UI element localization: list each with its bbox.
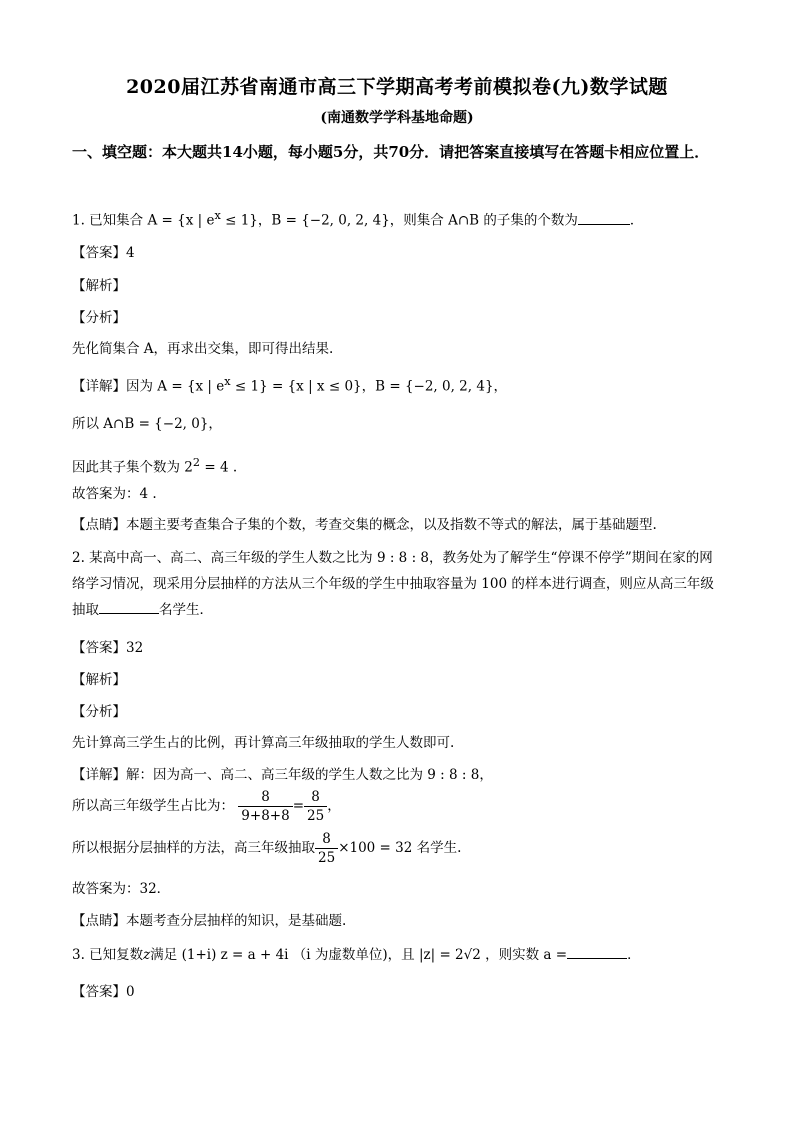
answer-blank <box>567 944 627 959</box>
q2-analysis-label: 【解析】 <box>72 672 126 688</box>
q1-fenxi-text: 先化简集合 A，再求出交集，即可得出结果. <box>72 341 334 357</box>
q1-comment-text: 本题主要考查集合子集的个数，考查交集的概念，以及指数不等式的解法，属于基础题型. <box>126 517 657 533</box>
q1-fenxi-label: 【分析】 <box>72 310 126 326</box>
detail-label: 【详解】 <box>72 767 126 783</box>
question-1 <box>72 205 643 232</box>
q1-set-a: A = {x | e <box>147 212 215 229</box>
question-2 <box>72 545 722 623</box>
q1-answer-value: 4 <box>126 245 135 261</box>
answer-blank <box>99 599 159 614</box>
q1-line3-prefix: 因此其子集个数为 2 <box>72 459 193 476</box>
q1-detail <box>72 371 507 398</box>
page-subtitle: (南通数学学科基地命题) <box>320 110 474 126</box>
q3-end: ． <box>627 947 641 963</box>
page-title: 2020届江苏省南通市高三下学期高考考前模拟卷(九)数学试题 <box>126 76 668 98</box>
answer-label: 【答案】 <box>72 640 126 656</box>
q1-detail-b: ，B = {−2, 0, 2, 4}， <box>361 378 508 395</box>
q1-line3-sup: 2 <box>192 456 201 469</box>
q2-detail-text: 解：因为高一、高二、高三年级的学生人数之比为 9 : 8 : 8， <box>126 767 493 783</box>
fraction-denominator: 25 <box>318 850 336 866</box>
q1-detail-sup: x <box>224 375 231 388</box>
q1-set-a-end: ≤ 1} <box>225 212 258 229</box>
q2-ratio-prefix: 所以高三年级学生占比为： <box>72 798 234 814</box>
q1-detail-expr: A = {x | e <box>157 378 225 395</box>
question-3 <box>72 944 641 966</box>
q2-text: 2. 某高中高一、高二、高三年级的学生人数之比为 9 : 8 : 8，教务处为了解学生“停课不停学”期间在家的网络学习情况，现采用分层抽样的方法从三个年级的学生中抽取容量为 100 的样本进行调查，则应从高三年级抽取 <box>72 550 714 618</box>
q1-comment <box>72 514 657 536</box>
answer-blank <box>578 210 630 225</box>
detail-label: 【详解】 <box>72 378 126 395</box>
q1-subset-count <box>72 452 237 479</box>
q1-tail: ，则集合 A∩B 的子集的个数为 <box>389 212 578 229</box>
q1-set-b: ，B = {−2, 0, 2, 4} <box>257 212 390 229</box>
q2-detail <box>72 764 493 786</box>
q1-intersection: 所以 A∩B = {−2, 0}， <box>72 416 222 432</box>
q2-ratio-eq: = <box>292 798 304 814</box>
q1-line3-end: = 4 . <box>200 459 238 476</box>
q2-sample-prefix: 所以根据分层抽样的方法，高三年级抽取 <box>72 840 315 856</box>
q1-answer <box>72 242 135 264</box>
section-heading: 一、填空题：本大题共14小题，每小题5分，共70分．请把答案直接填写在答题卡相应位置上． <box>72 143 710 161</box>
q1-prefix: 1. 已知集合 <box>72 212 144 229</box>
fraction-denominator: 9+8+8 <box>241 808 290 824</box>
q1-detail-expr2: ≤ 1} = {x | x ≤ 0} <box>234 378 362 395</box>
q2-answer-value: 32 <box>126 640 144 656</box>
fraction-numerator: 8 <box>304 788 327 807</box>
q1-final: 故答案为：4 . <box>72 486 157 502</box>
fraction-numerator: 8 <box>315 830 338 849</box>
answer-label: 【答案】 <box>72 245 126 261</box>
comment-label: 【点睛】 <box>72 517 126 533</box>
q2-fenxi-label: 【分析】 <box>72 704 126 720</box>
q1-detail-prefix: 因为 <box>126 378 153 395</box>
q2-ratio-fraction-2 <box>304 788 327 825</box>
q2-comment-text: 本题考查分层抽样的知识，是基础题. <box>126 913 347 929</box>
q2-final: 故答案为：32． <box>72 881 171 897</box>
q2-sample-line <box>72 830 461 867</box>
q2-comment <box>72 910 346 932</box>
fraction-numerator: 8 <box>238 788 292 807</box>
answer-label: 【答案】 <box>72 984 126 1000</box>
q2-text-end: 名学生． <box>159 602 213 618</box>
q2-fenxi-text: 先计算高三学生占的比例，再计算高三年级抽取的学生人数即可. <box>72 735 455 751</box>
q2-ratio-fraction-1 <box>238 788 292 825</box>
comment-label: 【点睛】 <box>72 913 126 929</box>
q1-end: ． <box>629 212 644 229</box>
q1-analysis-label: 【解析】 <box>72 278 126 294</box>
q3-answer-value: 0 <box>126 984 135 1000</box>
q2-ratio-end: ， <box>327 798 341 814</box>
q1-set-a-sup: x <box>214 209 221 222</box>
q2-answer <box>72 637 143 659</box>
q3-mid: 满足 (1+i) z = a + 4i （i 为虚数单位)，且 |z| = 2√2 ，则实数 a = <box>150 947 568 963</box>
fraction-denominator: 25 <box>307 808 325 824</box>
q3-answer <box>72 981 135 1003</box>
q3-prefix: 3. 已知复数 <box>72 947 144 963</box>
q2-sample-end: ×100 = 32 名学生. <box>338 840 462 856</box>
q2-sample-fraction <box>315 830 338 867</box>
q2-ratio-line <box>72 788 341 825</box>
q3-z: z <box>143 947 151 963</box>
